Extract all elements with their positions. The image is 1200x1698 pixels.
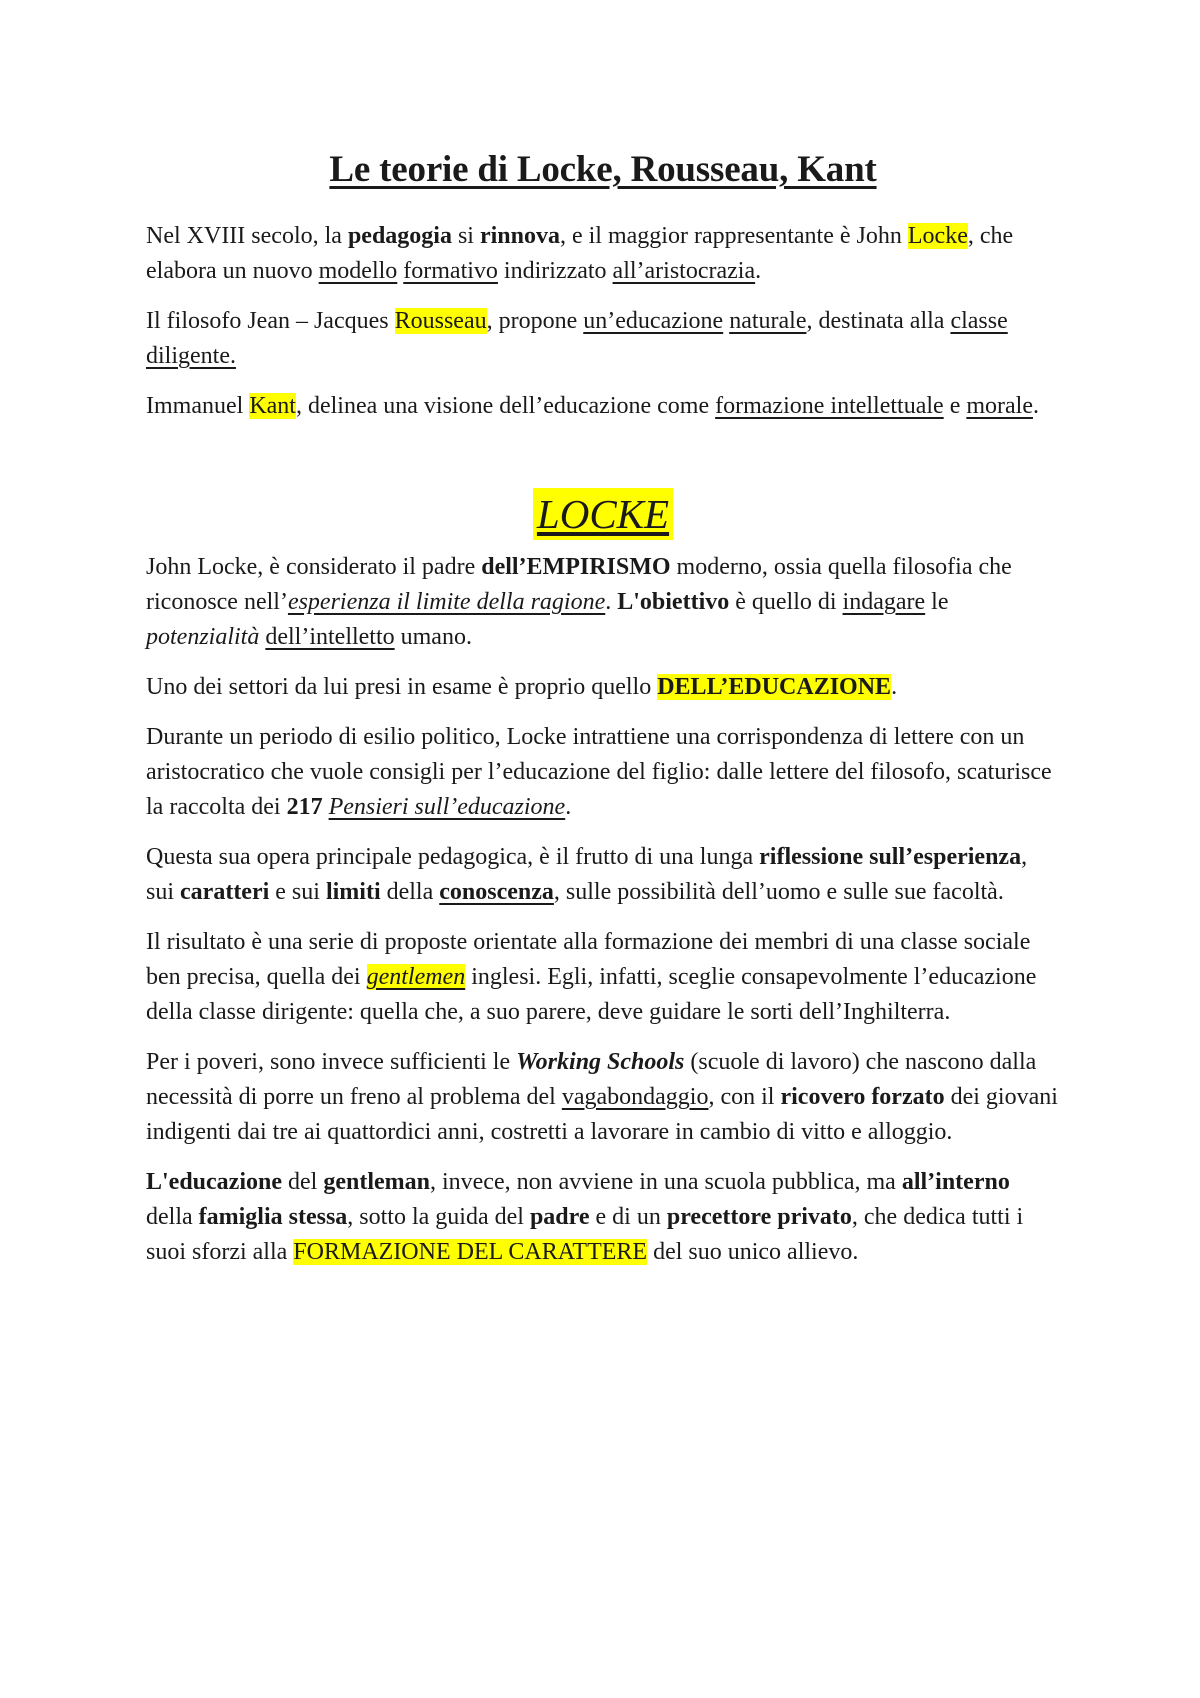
text-run: . <box>1032 393 1039 419</box>
text-run: (scuole di lavoro) che nascono dalla necessità di porre un freno al problema del <box>146 1049 1037 1110</box>
text-run: inglesi. Egli, infatti, sceglie consapevolmente l’educazione della classe dirigente: quella che, a suo parere, deve guidare le sorti dell’Inghilterra. <box>146 964 1037 1025</box>
bold-text: gentleman <box>323 1169 430 1195</box>
text-run: Immanuel <box>146 393 250 419</box>
locke-paragraph-7 <box>146 1165 1060 1270</box>
locke-paragraph-4 <box>146 840 1060 910</box>
bold-text: rinnova <box>479 223 560 249</box>
bold-text: all’interno <box>901 1169 1010 1195</box>
underlined-text: formativo <box>403 258 498 284</box>
bold-text: L'obiettivo <box>617 589 730 615</box>
text-run: , con il <box>708 1084 781 1110</box>
text-run: Per i poveri, sono invece sufficienti le <box>146 1049 517 1075</box>
highlighted-italic-text: gentlemen <box>366 964 466 990</box>
underlined-text: dell’intelletto <box>265 624 395 650</box>
text-run: . <box>605 589 618 615</box>
text-run: della <box>146 1204 199 1230</box>
highlighted-name-kant: Kant <box>249 393 296 419</box>
text-run: le <box>925 589 949 615</box>
highlighted-name-rousseau: Rousseau <box>394 308 487 334</box>
bold-italic-text: Working Schools <box>516 1049 685 1075</box>
underlined-text: formazione intellettuale <box>715 393 944 419</box>
text-run: e sui <box>269 879 326 905</box>
locke-paragraph-3 <box>146 720 1060 825</box>
bold-text: 217 <box>286 794 323 820</box>
text-run: , invece, non avviene in una scuola pubblica, ma <box>429 1169 902 1195</box>
text-run: Uno dei settori da lui presi in esame è proprio quello <box>146 674 658 700</box>
text-run: John Locke, è considerato il padre <box>146 554 482 580</box>
underlined-text: vagabondaggio <box>561 1084 709 1110</box>
underlined-text: indagare <box>842 589 926 615</box>
underlined-text: modello <box>318 258 398 284</box>
highlighted-name-locke: Locke <box>907 223 968 249</box>
text-run: , sulle possibilità dell’uomo e sulle sue facoltà. <box>553 879 1004 905</box>
bold-text: limiti <box>325 879 381 905</box>
highlighted-text: FORMAZIONE DEL CARATTERE <box>293 1239 648 1265</box>
locke-paragraph-6 <box>146 1045 1060 1150</box>
locke-paragraph-2 <box>146 670 1060 705</box>
text-run: . <box>565 794 572 820</box>
page-title: Le teorie di Locke, Rousseau, Kant <box>329 149 877 190</box>
bold-text: pedagogia <box>347 223 452 249</box>
text-run: , propone <box>486 308 584 334</box>
underlined-text: classe diligente. <box>146 308 1008 369</box>
italic-underlined-text: esperienza il limite della ragione <box>287 589 606 615</box>
intro-paragraph-3 <box>146 389 1060 424</box>
text-run: del suo unico allievo. <box>647 1239 859 1265</box>
text-run: è quello di <box>729 589 843 615</box>
text-run: Il filosofo Jean – Jacques <box>146 308 395 334</box>
text-run: , che elabora un nuovo <box>146 223 1014 284</box>
section-heading-locke: LOCKE <box>533 488 673 540</box>
bold-text: L'educazione <box>146 1169 282 1195</box>
text-run: Il risultato è una serie di proposte orientate alla formazione dei membri di una classe sociale ben precisa, quella dei <box>146 929 1031 990</box>
text-run: del <box>282 1169 324 1195</box>
intro-paragraph-1 <box>146 219 1060 289</box>
text-run: , sotto la guida del <box>347 1204 530 1230</box>
bold-text: padre <box>529 1204 590 1230</box>
text-run: della <box>380 879 440 905</box>
bold-text: famiglia stessa <box>198 1204 348 1230</box>
text-run: e di un <box>589 1204 667 1230</box>
text-run: , destinata alla <box>806 308 951 334</box>
bold-text: caratteri <box>180 879 270 905</box>
text-run: e <box>943 393 967 419</box>
bold-text: riflessione sull’esperienza <box>759 844 1022 870</box>
highlighted-bold-text: DELL’EDUCAZIONE <box>657 674 892 700</box>
text-run: dei giovani indigenti dai tre ai quattordici anni, costretti a lavorare in cambio di vitto e alloggio. <box>146 1084 1058 1145</box>
section-heading-wrapper <box>146 488 1060 540</box>
book-title: Pensieri sull’educazione <box>328 794 566 820</box>
text-run: . <box>891 674 898 700</box>
text-run: , sui <box>146 844 1028 905</box>
text-run: Durante un periodo di esilio politico, Locke intrattiene una corrispondenza di lettere con un aristocratico che vuole consigli per l’educazione del figlio: dalle lettere del filosofo, scaturisce la raccolta dei <box>146 724 1052 820</box>
text-run: si <box>451 223 480 249</box>
text-run: , delinea una visione dell’educazione come <box>295 393 716 419</box>
bold-text: dell’EMPIRISMO <box>481 554 671 580</box>
bold-text: precettore privato <box>666 1204 852 1230</box>
locke-paragraph-1 <box>146 550 1060 655</box>
underlined-text: un’educazione <box>583 308 724 334</box>
underlined-text: morale <box>966 393 1033 419</box>
bold-underlined-text: conoscenza <box>439 879 554 905</box>
text-run: Nel XVIII secolo, la <box>146 223 348 249</box>
underlined-text: naturale <box>729 308 807 334</box>
bold-text: ricovero forzato <box>780 1084 945 1110</box>
intro-paragraph-2 <box>146 304 1060 374</box>
text-run: umano. <box>394 624 472 650</box>
text-run: , che dedica tutti i suoi sforzi alla <box>146 1204 1024 1265</box>
text-run: indirizzato <box>497 258 613 284</box>
italic-text: potenzialità <box>146 624 260 650</box>
text-run: Questa sua opera principale pedagogica, è il frutto di una lunga <box>146 844 760 870</box>
underlined-text: all’aristocrazia <box>612 258 756 284</box>
text-run: . <box>755 258 762 284</box>
locke-paragraph-5 <box>146 925 1060 1030</box>
text-run: moderno, ossia quella filosofia che riconosce nell’ <box>146 554 1012 615</box>
text-run: , e il maggior rappresentante è John <box>559 223 908 249</box>
